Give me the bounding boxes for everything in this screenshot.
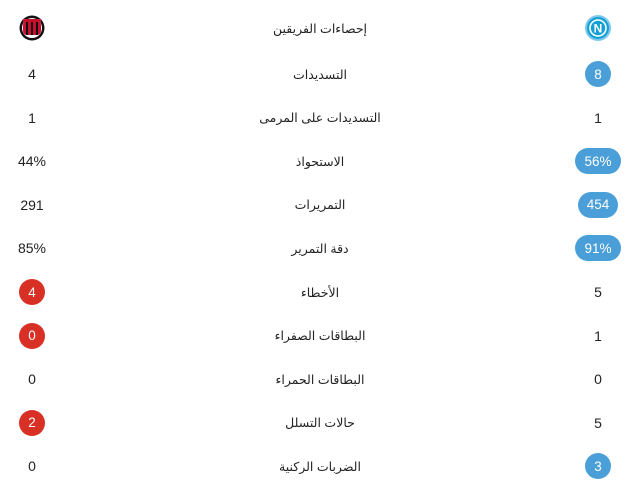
stat-row: [0, 446, 640, 486]
away-stat-cell: [566, 185, 630, 225]
stats-header-row: [0, 8, 640, 48]
home-stat-cell: [0, 98, 64, 138]
home-stat-value: 4: [28, 66, 36, 82]
away-team-cell: [566, 8, 630, 48]
home-stat-value: 0: [28, 371, 36, 388]
stat-row: [0, 403, 640, 443]
stat-label: الاستحواذ: [295, 154, 345, 169]
home-stat-cell: [0, 446, 64, 486]
stat-row: [0, 185, 640, 225]
napoli-crest-icon: [584, 14, 612, 42]
home-stat-cell: [0, 359, 64, 399]
away-stat-cell: [566, 446, 630, 486]
stat-label: البطاقات الحمراء: [275, 372, 365, 387]
home-team-cell: [0, 8, 64, 48]
away-stat-value: 454: [578, 192, 619, 218]
stat-label: دقة التمرير: [291, 241, 349, 256]
home-stat-cell: [0, 54, 64, 94]
away-stat-cell: [566, 228, 630, 268]
away-stat-value: 0: [594, 371, 602, 388]
stat-row: [0, 359, 640, 399]
stats-title: إحصاءات الفريقين: [272, 21, 368, 36]
away-stat-value: 56%: [575, 148, 620, 174]
home-stat-value: 291: [20, 196, 44, 213]
stat-label: الضربات الركنية: [279, 459, 361, 474]
home-stat-cell: [0, 272, 64, 312]
stat-label: التسديدات على المرمى: [259, 111, 381, 126]
napoli-crest-letter: N: [593, 21, 603, 36]
stat-label: الأخطاء: [300, 285, 340, 300]
home-stat-value: 44%: [17, 153, 47, 170]
stat-label: التسديدات: [292, 67, 348, 82]
stat-row: [0, 228, 640, 268]
stat-row: [0, 316, 640, 356]
away-stat-value: 1: [594, 109, 602, 126]
away-stat-cell: [566, 272, 630, 312]
stat-row: [0, 141, 640, 181]
home-stat-cell: [0, 141, 64, 181]
home-stat-cell: [0, 316, 64, 356]
home-stat-value: 1: [28, 109, 36, 126]
home-stat-value: 85%: [17, 240, 47, 257]
home-stat-value: 0: [28, 458, 36, 475]
away-stat-value: 8: [585, 61, 611, 87]
away-stat-cell: [566, 98, 630, 138]
away-stat-cell: [566, 316, 630, 356]
stat-row: [0, 54, 640, 94]
home-stat-value: 0: [19, 323, 45, 349]
away-stat-value: 91%: [575, 235, 620, 261]
stat-label: حالات التسلل: [285, 416, 355, 431]
away-stat-value: 5: [594, 284, 602, 300]
away-stat-cell: [566, 403, 630, 443]
away-stat-cell: [566, 54, 630, 94]
away-stat-value: 1: [594, 327, 602, 344]
stat-label: التمريرات: [294, 198, 346, 213]
home-stat-value: 4: [19, 279, 45, 305]
ac-milan-crest-icon: [18, 14, 46, 42]
home-stat-value: 2: [19, 410, 45, 436]
home-stat-cell: [0, 185, 64, 225]
stat-row: [0, 272, 640, 312]
away-stat-value: 3: [585, 453, 611, 479]
stat-label: البطاقات الصفراء: [274, 329, 366, 344]
away-stat-cell: [566, 141, 630, 181]
home-stat-cell: [0, 403, 64, 443]
home-stat-cell: [0, 228, 64, 268]
away-stat-value: 5: [594, 414, 602, 431]
away-stat-cell: [566, 359, 630, 399]
stat-row: [0, 98, 640, 138]
